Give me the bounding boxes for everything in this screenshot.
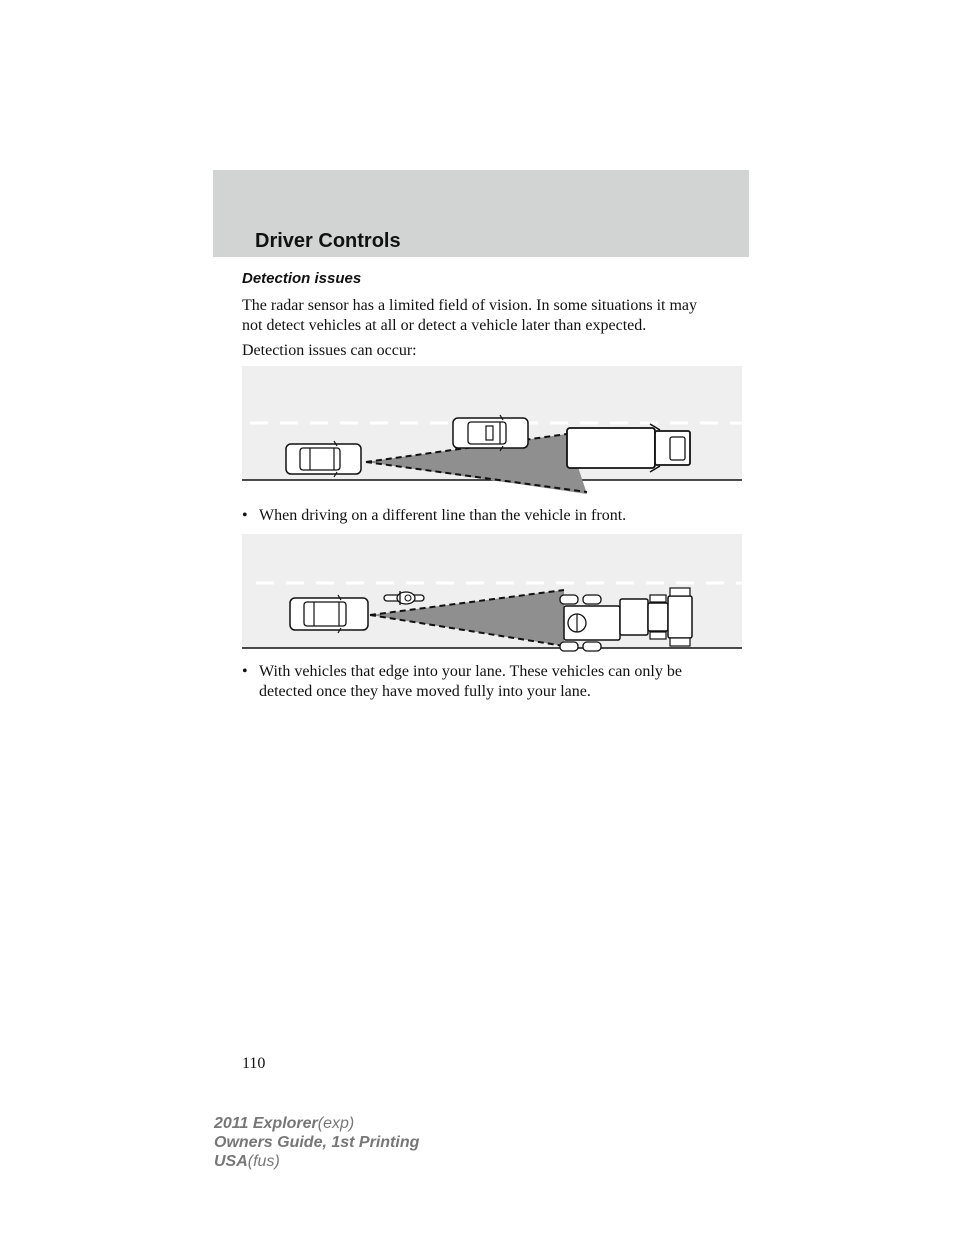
section-heading: Detection issues <box>242 270 362 287</box>
bullet-text-line-1: With vehicles that edge into your lane. These vehicles can only be <box>259 663 682 680</box>
footer-edition-info <box>214 1114 419 1171</box>
intro-paragraph <box>242 296 742 336</box>
bullet-item-edge-into-lane <box>242 662 742 706</box>
own-car <box>290 595 368 633</box>
section-header-title: Driver Controls <box>255 230 401 252</box>
occur-paragraph: Detection issues can occur: <box>242 342 417 359</box>
footer-line-3 <box>214 1152 419 1171</box>
page-number: 110 <box>242 1055 266 1072</box>
bullet-text <box>259 662 739 702</box>
footer-model-code: (exp) <box>317 1115 355 1132</box>
bullet-mark: • <box>242 663 248 680</box>
edge-into-lane-diagram <box>242 534 742 658</box>
footer-model: 2011 Explorer <box>214 1115 318 1132</box>
own-car <box>286 441 361 477</box>
bullet-text-line-2: detected once they have moved fully into your lane. <box>259 683 591 700</box>
intro-line-2: not detect vehicles at all or detect a vehicle later than expected. <box>242 317 647 334</box>
footer-line-1 <box>214 1114 419 1133</box>
footer-market: USA <box>214 1153 248 1170</box>
bullet-mark: • <box>242 507 248 524</box>
section-header-bar <box>213 170 749 257</box>
adjacent-lane-car <box>453 415 528 451</box>
footer-market-code: (fus) <box>247 1153 280 1170</box>
bullet-text: When driving on a different line than the vehicle in front. <box>259 507 627 524</box>
offset-van <box>567 424 690 472</box>
footer-line-2: Owners Guide, 1st Printing <box>214 1134 420 1151</box>
intro-line-1: The radar sensor has a limited field of vision. In some situations it may <box>242 297 698 314</box>
offset-lane-diagram <box>242 366 742 494</box>
